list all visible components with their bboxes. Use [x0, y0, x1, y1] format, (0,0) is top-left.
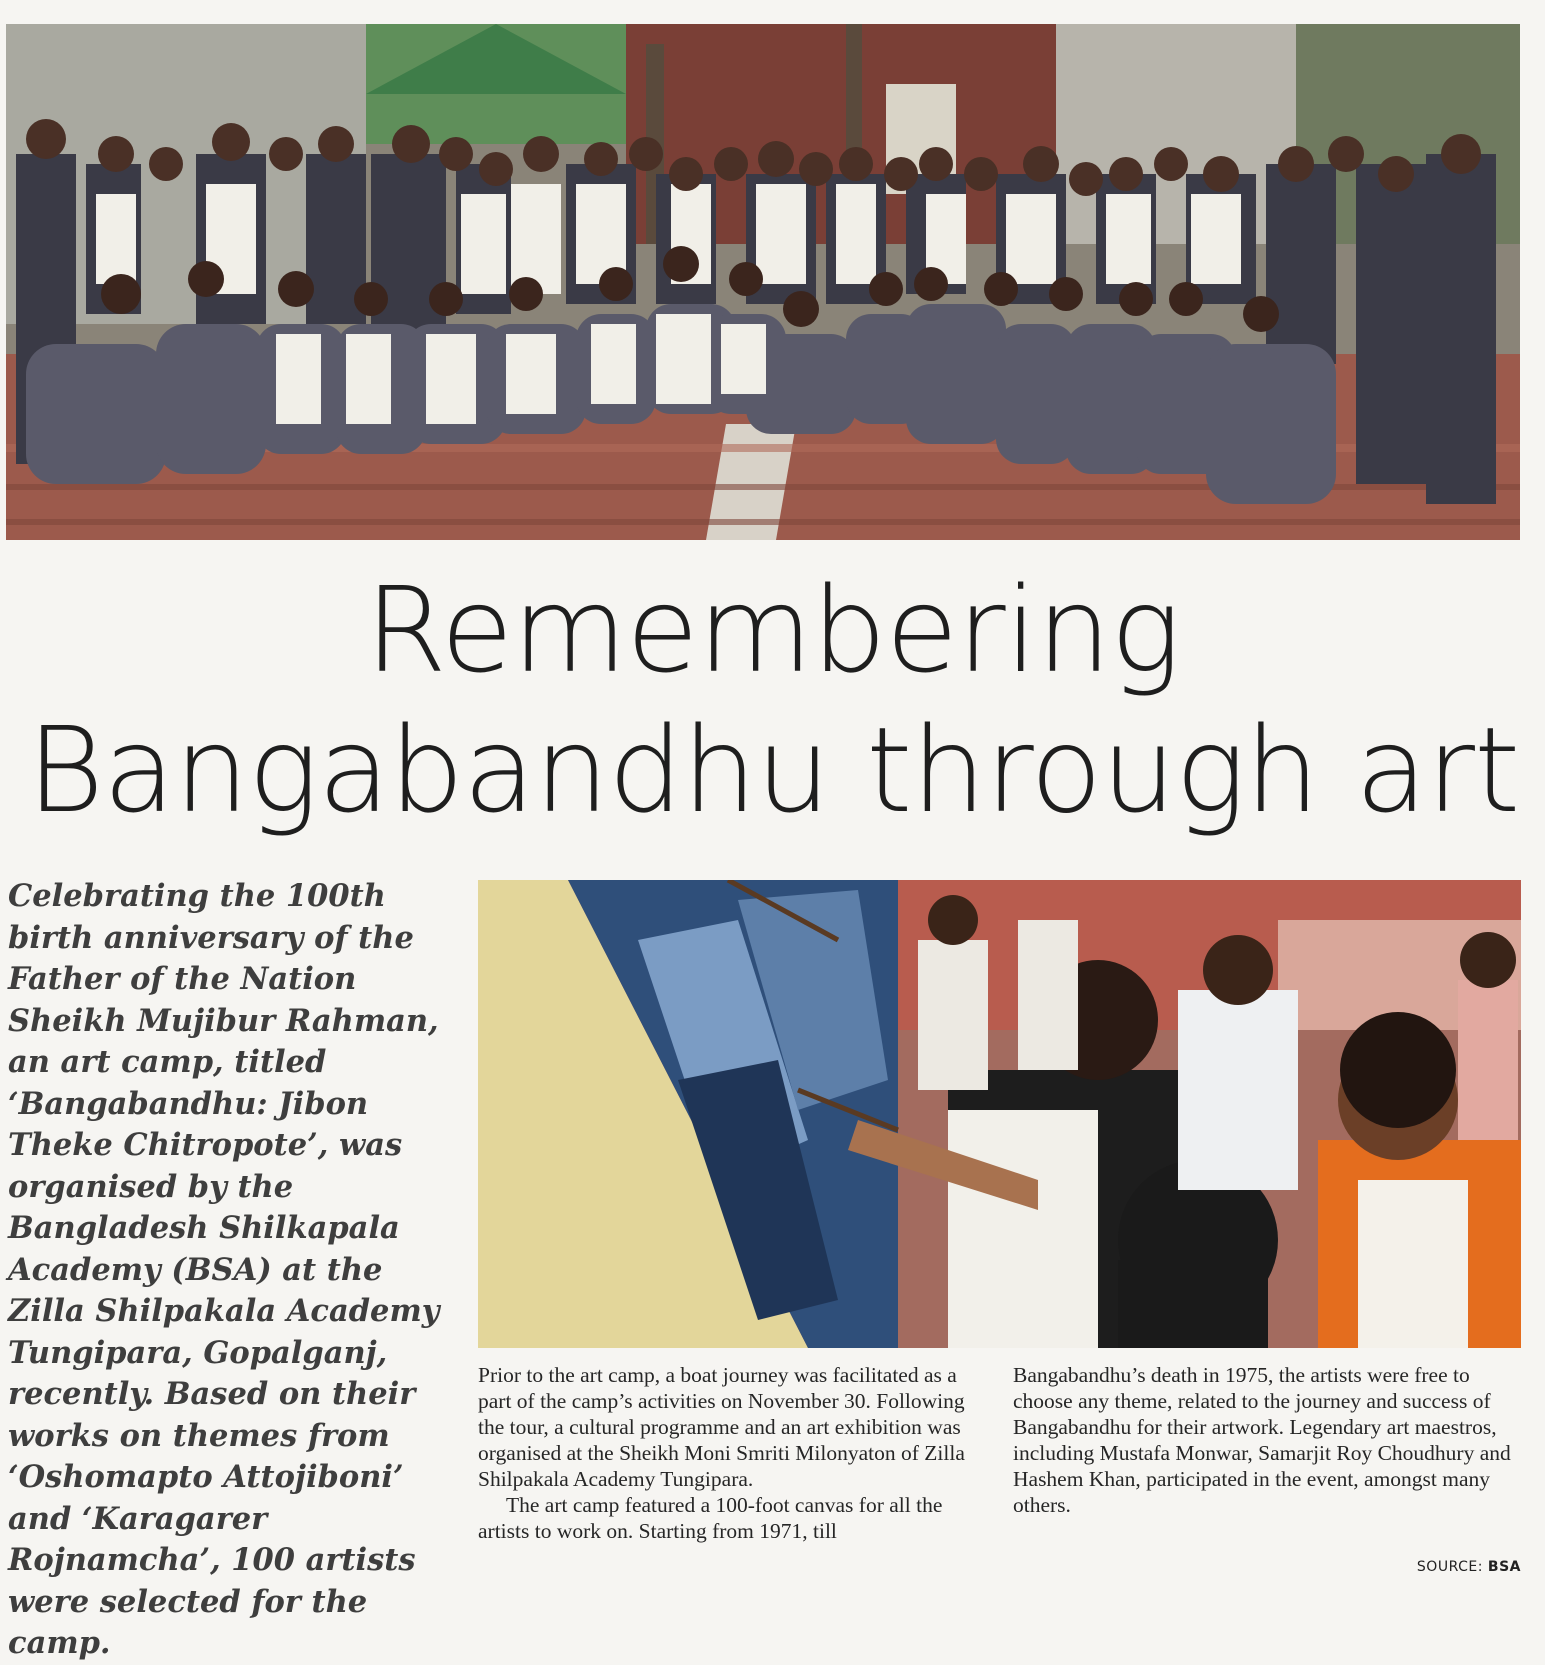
group-photo	[6, 24, 1520, 540]
body-paragraph: Bangabandhu’s death in 1975, the artists were free to choose any theme, related to the journey and success of Bangabandhu for their artwork. Legendary art maestros, including Mustafa Monwar, Samarjit Roy Choudhury and Hashem Khan, participated in the event, amongst many others.	[1013, 1363, 1511, 1517]
body-column-2	[1013, 1362, 1513, 1518]
body-paragraph: The art camp featured a 100-foot canvas for all the artists to work on. Starting from 1971, till	[478, 1493, 943, 1543]
source-label: SOURCE:	[1416, 1559, 1483, 1575]
intro-paragraph: Celebrating the 100th birth anniversary of the Father of the Nation Sheikh Mujibur Rahman, an art camp, titled ‘Bangabandhu: Jibon Theke Chitropote’, was organised by the Bangladesh Shilkapala Academy (BSA) at the Zilla Shilpakala Academy Tungipara, Gopalganj, recently. Based on their works on themes from ‘Oshomapto Attojiboni’ and ‘Karagarer Rojnamcha’, 100 artists were selected for the camp.	[8, 878, 440, 1661]
headline-line-2: Bangabandhu through art	[26, 701, 1520, 839]
headline-line-1: Remembering	[364, 561, 1181, 699]
source-value: BSA	[1487, 1559, 1521, 1575]
painting-photo	[478, 880, 1521, 1348]
body-paragraph: Prior to the art camp, a boat journey was facilitated as a part of the camp’s activities on November 30. Following the tour, a cultural programme and an art exhibition was organised at the Sheikh Moni Smriti Milonyaton of Zilla Shilpakala Academy Tungipara.	[478, 1363, 965, 1491]
source-credit	[1417, 1559, 1521, 1575]
body-column-1	[478, 1362, 966, 1544]
